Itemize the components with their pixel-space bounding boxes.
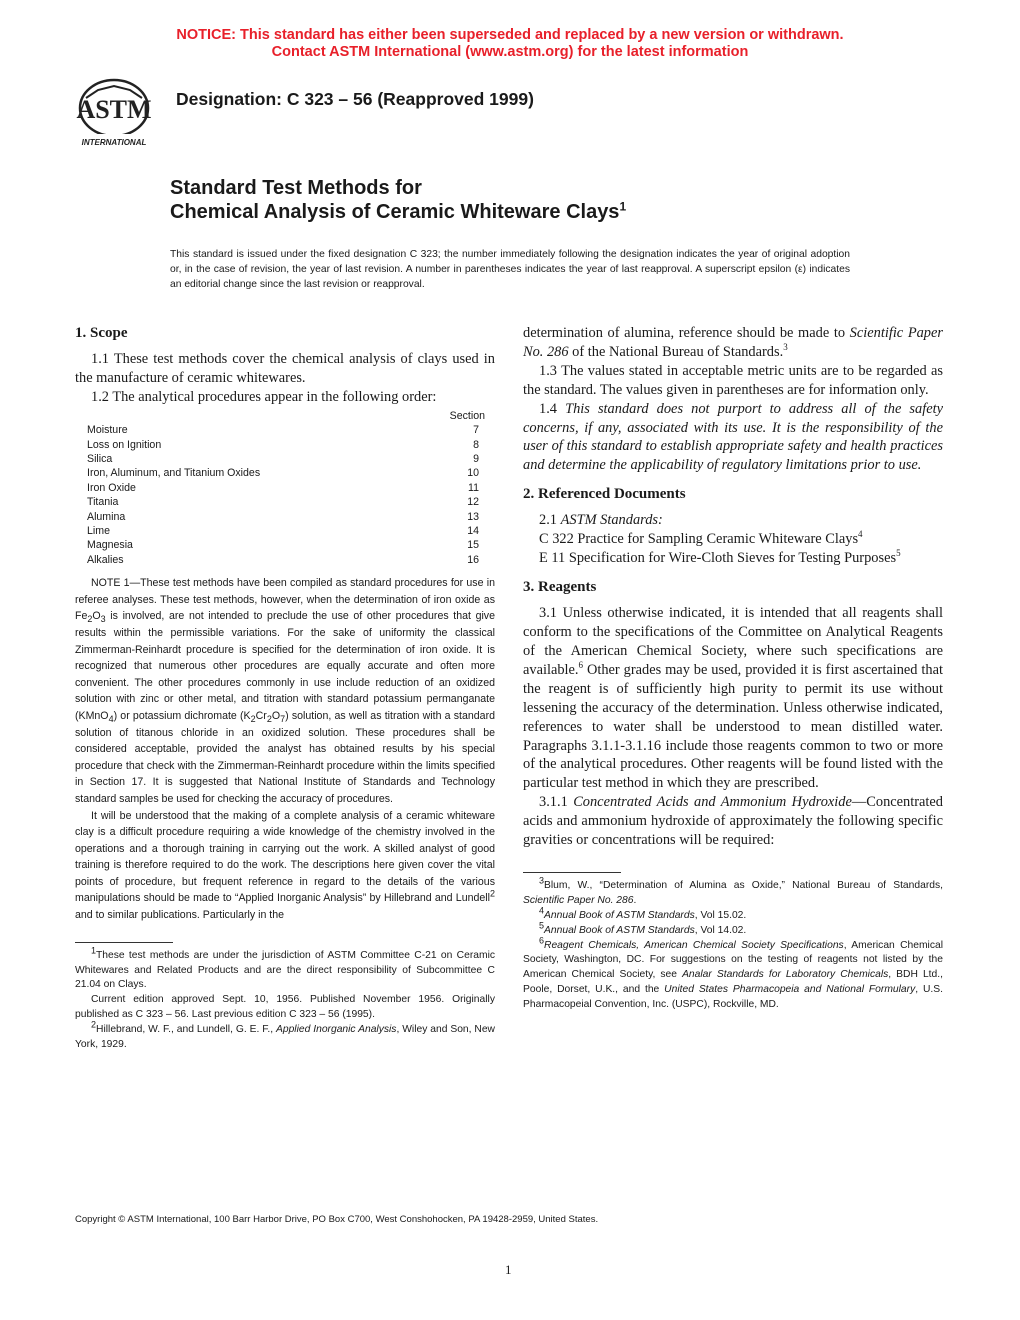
footnote-4: $^4$Annual Book of ASTM Standards, Vol 15.02. — [539, 905, 747, 921]
footnote-3: $^3$Blum, W., “Determination of Alumina as Oxide,” National Bureau of Standards, Scientific Paper No. 286. — [523, 875, 943, 906]
para-1-4-text: This standard does not purport to address all of the safety concerns, if any, associated with its use. It is the responsibility of the user of this standard to establish appropriate safety and health practices and determine the applicability of regulatory limitations prior to use. — [523, 400, 943, 474]
cont-text-a: determination of alumina, reference should be made to — [523, 325, 850, 341]
para-1-4 — [523, 400, 943, 476]
para-2-1-text: ASTM Standards: — [560, 512, 663, 529]
toc-row — [87, 423, 495, 437]
designation: Designation: C 323 – 56 (Reapproved 1999) — [176, 89, 534, 109]
toc-section: 11 — [468, 481, 479, 494]
para-1-2: 1.2 The analytical procedures appear in the following order: — [91, 388, 437, 405]
notice-line-2: Contact ASTM International (www.astm.org) for the latest information — [271, 44, 749, 60]
para-3-1-text-a: 3.1 Unless otherwise indicated, it is intended that all reagents shall conform to the specifications of the Committee on Analytical Reagents of the American Chemical Society, where such specifications are available. — [523, 605, 943, 678]
intro-paragraph: This standard is issued under the fixed designation C 323; the number immediately following the designation indicates the year of original adoption or, in the case of revision, the year of last revision. A number in parentheses indicates the year of last reapproval. A superscript epsilon (ε) indicates an editorial change since the last revision or reapproval. — [170, 249, 850, 290]
toc-name: Moisture — [87, 424, 128, 437]
cont-italic: Scientific Paper No. 286 — [523, 325, 943, 360]
toc-name: Magnesia — [87, 539, 133, 552]
toc-section: 9 — [473, 452, 479, 465]
cont-text-b: of the National Bureau of Standards. — [568, 343, 784, 360]
ref-e11-text: E 11 Specification for Wire-Cloth Sieves for Testing Purposes — [539, 550, 897, 567]
note-2-text: It will be understood that the making of a complete analysis of a ceramic whiteware clay is a difficult procedure requiring a wide knowledge of the chemistry involved in the operations and a thorough training in carrying out the work. A skilled analyst of good training is therefore required to do the work. The descriptions here given cover the vital points of procedure, but frequent reference in regard to the details of the various manipulations should be made to “Applied Inorganic Analysis” by Hillebrand and Lundell — [75, 809, 495, 905]
notice-line-1: NOTICE: This standard has either been superseded and replaced by a new version or withdrawn. — [176, 27, 844, 43]
ref-e11 — [523, 549, 943, 568]
toc-row — [87, 466, 495, 480]
astm-logo — [66, 76, 162, 152]
toc-section: 7 — [473, 424, 479, 437]
footnote-3-text: Blum, W., “Determination of Alumina as Oxide,” National Bureau of Standards, — [544, 879, 943, 891]
footnote-5-italic: Annual Book of ASTM Standards — [544, 924, 695, 936]
footnote-2-text: Hillebrand, W. F., and Lundell, G. E. F., — [96, 1024, 276, 1036]
para-3-1-1 — [523, 793, 943, 850]
logo-text: ASTM — [76, 95, 152, 124]
toc-row — [87, 495, 495, 509]
toc-name: Titania — [87, 496, 119, 509]
footnote-1: $^1$These test methods are under the jurisdiction of ASTM Committee C-21 on Ceramic Whitewares and Related Products and are the direct responsibility of Subcommittee C 21.04 on Clays. — [75, 945, 495, 991]
footnote-6-italic-3: United States Pharmacopeia and National Formulary — [664, 984, 916, 996]
para-1-3: 1.3 The values stated in acceptable metric units are to be regarded as the standard. The values given in parentheses are for information only. — [523, 362, 943, 398]
para-3-1-1-italic: Concentrated Acids and Ammonium Hydroxide — [573, 794, 852, 811]
footnote-1-text: These test methods are under the jurisdiction of ASTM Committee C-21 on Ceramic Whitewares and Related Products and are the direct responsibility of Subcommittee C 21.04 on Clays. — [75, 949, 495, 991]
astm-logo-graphic — [66, 76, 162, 152]
note-1: NOTE 1—These test methods have been compiled as standard procedures for use in referee analyses. These test methods, however, when the determination of iron oxide as $Fe_2O_3$ is involved, are not intended to preclude the use of other procedures that give results within the permissible variations. For the sake of uniformity the classical Zimmerman-Reinhardt procedure is specified for the determination of iron oxide. It is recognized that numerous other procedures are equally accurate and often more convenient. The other procedures commonly in use include reduction of an oxidized solution with zinc or other metal, and titration with standard potassium permanganate (KMnO$_4$) or potassium dichromate $(K_2Cr_2O_7)$ solution, as well as titration with a standard solution of titanous chloride in an oxidized solution. These procedures shall be considered acceptable, provided the analyst has obtained results by his special procedure that check with the Zimmerman-Reinhardt procedure within the limits specified in Section 17. It is suggested that National Institute of Standards and Technology standard samples be used for checking the accuracy of procedures. — [75, 577, 495, 805]
note-1-text-c: ) or potassium dichromate (K — [113, 709, 251, 722]
logo-subtext: INTERNATIONAL — [81, 138, 147, 147]
toc-row — [87, 553, 495, 567]
procedure-toc — [87, 409, 495, 567]
title-line-2-text: Chemical Analysis of Ceramic Whiteware Clays — [170, 201, 620, 223]
footnote-3-italic: Scientific Paper No. 286 — [523, 894, 634, 906]
footnote-rule-left — [75, 942, 173, 943]
toc-section: 8 — [473, 438, 479, 451]
footnote-rule-right — [523, 872, 621, 873]
toc-row — [87, 481, 495, 495]
scope-continuation — [523, 324, 943, 362]
note-1-text-d: ) solution, as well as titration with a standard solution of titanous chloride in an oxidized solution. These procedures shall be considered acceptable, provided the analyst has obtained results by his special procedure that check with the Zimmerman-Reinhardt procedure within the limits specified in Section 17. It is suggested that National Institute of Standards and Technology standard samples be used for checking the accuracy of procedures. — [75, 709, 495, 805]
footnote-6-text-a: , American Chemical Society, Washington, DC. For suggestions on the testing of reagents not listed by the American Chemical Society, see — [523, 939, 944, 981]
right-column — [523, 324, 943, 1013]
toc-name: Lime — [87, 524, 110, 537]
toc-section: 14 — [467, 524, 479, 537]
footnote-2-end: , Wiley and Son, New York, 1929. — [75, 1024, 495, 1051]
ref-c322 — [523, 530, 943, 549]
footnote-6-text-b: , BDH Ltd., Poole, Dorset, U.K., and the — [523, 969, 943, 996]
title-line-1: Standard Test Methods for — [170, 177, 422, 199]
cont-footnote-mark: 3 — [783, 342, 788, 353]
para-1-4-num: 1.4 — [539, 400, 566, 417]
note-2 — [75, 808, 495, 924]
footnote-6-text-c: , U.S. Pharmacopeial Convention, Inc. (USPC), Rockville, MD. — [523, 984, 944, 1011]
toc-row — [87, 510, 495, 524]
toc-name: Loss on Ignition — [87, 438, 162, 451]
footnote-6-italic: Reagent Chemicals, American Chemical Society Specifications — [544, 939, 844, 951]
copyright-line: Copyright © ASTM International, 100 Barr Harbor Drive, PO Box C700, West Conshohocken, PA 19428-2959, United States. — [75, 1214, 599, 1225]
section-heading-scope: 1. Scope — [75, 325, 128, 341]
para-3-1-1-text: —Concentrated acids and ammonium hydroxide of approximately the following specific gravities or concentrations will be required: — [523, 794, 943, 849]
ref-c322-text: C 322 Practice for Sampling Ceramic Whiteware Clays — [539, 531, 859, 548]
toc-section: 13 — [467, 510, 479, 523]
page-number: 1 — [505, 1262, 512, 1277]
section-heading-referenced-documents: 2. Referenced Documents — [523, 486, 686, 503]
toc-name: Alumina — [87, 510, 126, 523]
left-column — [75, 324, 495, 1053]
para-3-1 — [523, 604, 943, 793]
para-2-1 — [523, 511, 943, 530]
footnote-5-end: , Vol 14.02. — [694, 924, 747, 936]
toc-header — [87, 409, 495, 423]
footnote-2-title: Applied Inorganic Analysis — [275, 1024, 397, 1036]
toc-section: 16 — [467, 553, 479, 566]
toc-name: Silica — [87, 452, 113, 465]
para-3-1-mark: 6 — [578, 660, 584, 671]
para-1-1: 1.1 These test methods cover the chemical analysis of clays used in the manufacture of ceramic whitewares. — [75, 351, 495, 386]
section-heading-reagents: 3. Reagents — [523, 579, 597, 596]
footnote-4-end: , Vol 15.02. — [694, 909, 747, 921]
note-1-label: NOTE 1 — [91, 577, 130, 590]
toc-section-label: Section — [449, 409, 485, 422]
footnote-6: $^6$Reagent Chemicals, American Chemical Society Specifications, American Chemical Society, Washington, DC. For suggestions on the testing of reagents not listed by the American Chemical Society, see Analar Standards for Laboratory Chemicals, BDH Ltd., Poole, Dorset, U.K., and the United States Pharmacopeia and National Formulary, U.S. Pharmacopeial Convention, Inc. (USPC), Rockville, MD. — [523, 935, 944, 1011]
para-3-1-text-b: Other grades may be used, provided it is first ascertained that the reagent is of sufficiently high purity to permit its use without lessening the accuracy of the determination. Unless otherwise indicated, references to water shall be understood to mean distilled water. Paragraphs 3.1.1-3.1.16 include those reagents common to two or more of the analytical procedures. Other reagents will be found listed with the particular test method in which they are prescribed. — [523, 661, 943, 792]
title-footnote-mark: 1 — [619, 199, 627, 214]
toc-row — [87, 538, 495, 552]
toc-row — [87, 438, 495, 452]
ref-c322-mark: 4 — [858, 529, 863, 540]
para-3-1-1-num: 3.1.1 — [539, 794, 574, 811]
footnote-6-italic-2: Analar Standards for Laboratory Chemicals — [682, 969, 889, 981]
para-2-1-num: 2.1 — [539, 512, 561, 529]
toc-name: Iron, Aluminum, and Titanium Oxides — [87, 467, 261, 480]
footnote-5: $^5$Annual Book of ASTM Standards, Vol 14.02. — [539, 920, 747, 936]
toc-row — [87, 452, 495, 466]
note-1-text-a: —These test methods have been compiled as standard procedures for use in referee analyses. These test methods, however, when the determination of iron oxide as Fe — [75, 577, 495, 623]
withdrawal-notice — [0, 27, 1020, 61]
ref-e11-mark: 5 — [896, 548, 901, 559]
footnote-2: $^2$Hillebrand, W. F., and Lundell, G. E. F., Applied Inorganic Analysis, Wiley and Son, New York, 1929. — [75, 1019, 495, 1051]
note-1-text-b: is involved, are not intended to preclude the use of other procedures that give results within the permissible variations. For the sake of uniformity the classical Zimmerman-Reinhardt procedure is specified for the determination of iron oxide. It is recognized that numerous other procedures are equally accurate and often more convenient. The other procedures commonly in use include reduction of an oxidized solution with zinc or other metal, and titration with standard potassium permanganate (KMnO — [75, 610, 495, 722]
title-line-2 — [170, 200, 626, 224]
note-2-end: and to similar publications. Particularly in the — [75, 909, 285, 922]
toc-row — [87, 524, 495, 538]
footnote-1b: Current edition approved Sept. 10, 1956. Published November 1956. Originally published as C 323 – 56. Last previous edition C 323 – 56 (1995). — [75, 994, 495, 1021]
toc-section: 12 — [467, 496, 479, 509]
toc-section: 15 — [467, 539, 479, 552]
note-2-footnote-mark: 2 — [489, 888, 495, 899]
footnote-3-end: . — [633, 894, 637, 906]
toc-name: Alkalies — [87, 553, 124, 566]
footnote-4-italic: Annual Book of ASTM Standards — [544, 909, 695, 921]
document-title — [170, 176, 626, 224]
toc-section: 10 — [467, 467, 479, 480]
toc-name: Iron Oxide — [87, 481, 136, 494]
